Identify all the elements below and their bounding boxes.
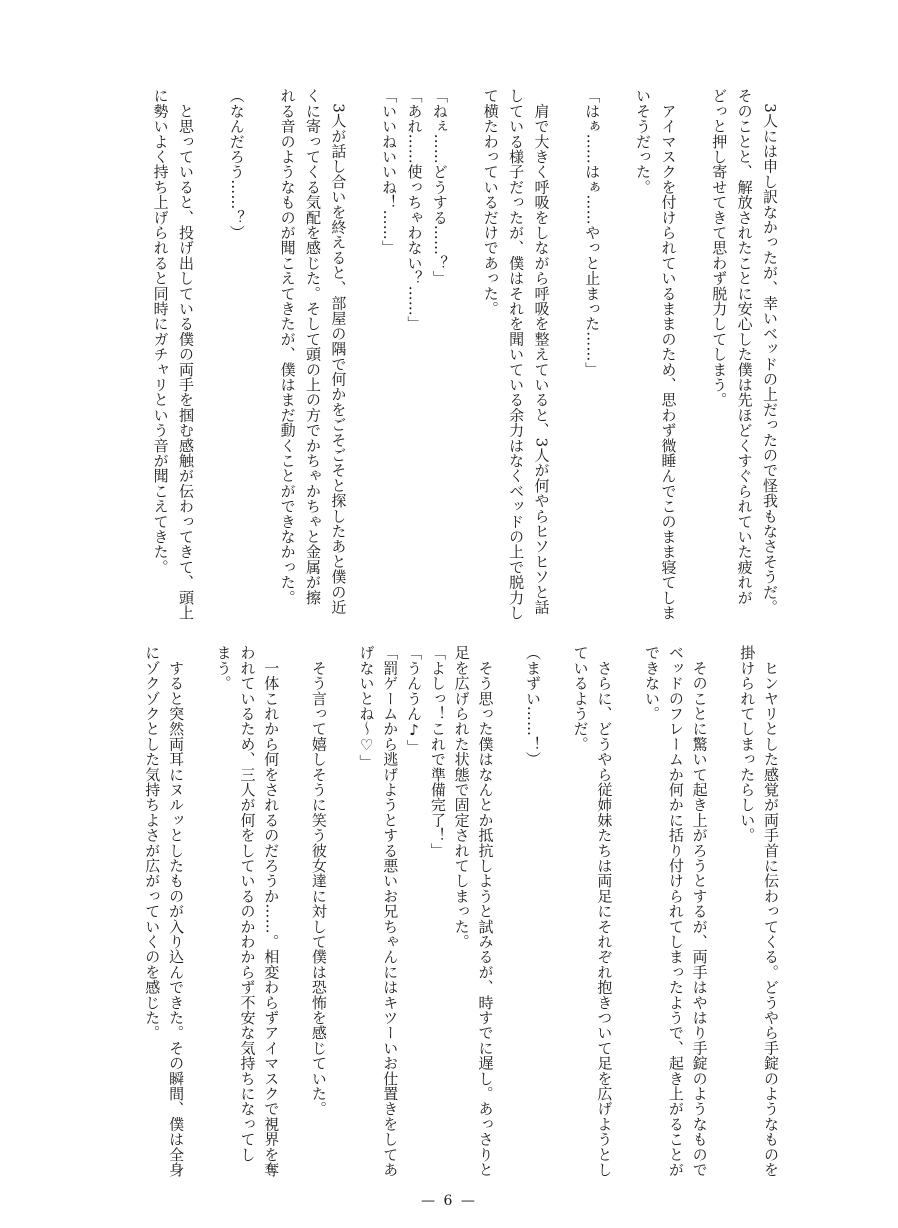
text-line: 「よしっ！これで準備完了！」 [428,645,447,858]
text-tier-top [147,88,782,620]
text-line: している様子だったが、僕はそれを聞いている余力はなくベッドの上で脱力し [507,88,526,620]
blank-line [330,645,354,1175]
text-line: 「いいねいいね！……」 [380,88,399,256]
text-line: どっと押し寄せてきて思わず脱力してしまう。 [710,88,729,408]
text-line: 足を広げられた状態で固定されてしまった。 [452,645,471,949]
blank-line [544,645,568,1175]
text-line: 3人には申し訳なかったが、幸いベッドの上だったので怪我もなさそうだ。 [761,88,779,615]
text-line: いそうだった。 [634,88,653,195]
blank-line [615,645,639,1175]
blank-line [198,88,223,608]
blank-line [496,645,520,1175]
blank-line [604,88,629,608]
text-line: ベッドのフレームか何かに括り付けられてしまったようで、起き上がることが [666,645,685,1177]
text-line: すると突然両耳にヌルッとしたものが入り込んできた。その瞬間、僕は全身 [167,645,186,1177]
text-line: そのことに驚いて起き上がろうとするが、両手はやはり手錠のようなもので [690,645,709,1177]
text-line: そう言って嬉しそうに笑う彼女達に対して僕は恐怖を感じていた。 [309,645,328,1117]
blank-line [282,645,306,1175]
text-line: と思っていると、投げ出している僕の両手を掴む感触が伝わってきて、頭上 [177,88,196,620]
text-tier-bottom [139,645,782,1175]
blank-line [452,88,477,608]
text-line: （まずい……！） [524,645,543,767]
text-line: に勢いよく持ち上げられると同時にガチャリという音が聞こえてきた。 [151,88,170,575]
text-line: 「罰ゲームから逃げようとする悪いお兄ちゃんにはキツーいお仕置きをしてあ [381,645,400,1177]
text-line: 「うんうん♪」 [405,645,424,755]
text-line: れる音のようなものが聞こえてきたが、僕はまだ動くことができなかった。 [278,88,297,605]
text-line: 「はぁ……はぁ……やっと止まった……」 [583,88,602,377]
text-line: まう。 [214,645,233,691]
text-line: （なんだろう……？） [227,88,246,240]
page-number: — 6 — [421,1193,477,1209]
text-line: げないとね～♡」 [357,645,376,770]
blank-line [680,88,705,608]
text-line: できない。 [643,645,662,721]
text-line: 肩で大きく呼吸をしながら呼吸を整えていると、3人が何やらヒソヒソと話 [532,88,551,615]
text-line: ているようだ。 [571,645,590,752]
text-line: て横たわっているだけであった。 [481,88,500,316]
text-line: にゾクゾクとした気持ちよさが広がっていくのを感じた。 [143,645,162,1041]
text-line: 一体これから何をされるのだろうか……。相変わらずアイマスクで視界を奪 [262,645,281,1177]
blank-line [187,645,211,1175]
text-line: アイマスクを付けられているままのため、思わず微睡んでこのまま寝てしま [659,88,678,620]
text-line: ヒンヤリとした感覚が両手首に伝わってくる。どうやら手錠のようなものを [762,645,780,1177]
text-line: さらに、どうやら従姉妹たちは両足にそれぞれ抱きついて足を広げようとし [595,645,614,1177]
blank-line [249,88,274,608]
text-line: 3人が話し合いを終えると、部屋の隅で何かをごそごそと探したあと僕の近 [329,88,348,615]
text-line: くに寄ってくる気配を感じた。そして頭の上の方でかちゃかちゃと金属が擦 [303,88,322,605]
blank-line [711,645,735,1175]
blank-line [350,88,375,608]
text-line: 「ねぇ……どうする……？」 [430,88,449,286]
text-line: そう思った僕はなんとか抵抗しようと試みるが、時すでに遅し。あっさりと [476,645,495,1177]
text-line: 掛けられてしまったらしい。 [738,645,757,843]
text-line: われているため、三人が何をしているのかわからず不安な気持ちになってし [238,645,257,1162]
blank-line [553,88,578,608]
text-line: 「あれ……使っちゃわない？……」 [405,88,424,332]
text-line: そのことと、解放されたことに安心した僕は先ほどくすぐられていた疲れが [735,88,754,605]
